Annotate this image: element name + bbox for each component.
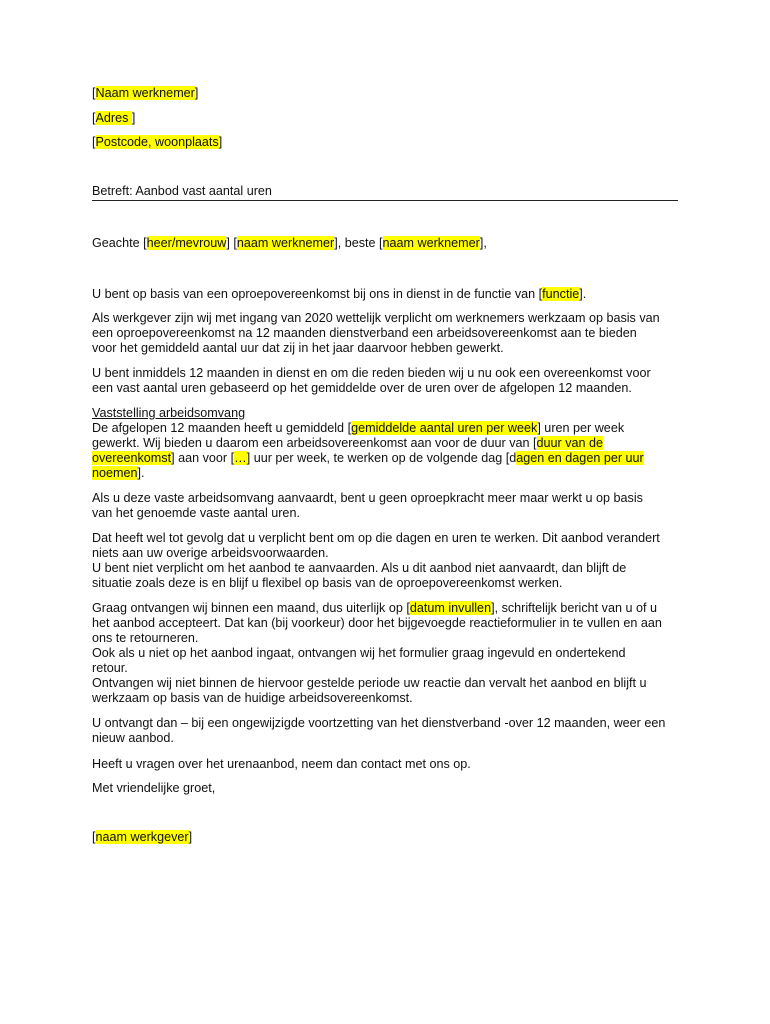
field-duur-overeenkomst-cont[interactable]: overeenkomst [92,451,172,465]
address-street: [Adres ] [92,111,136,125]
paragraph-response: Graag ontvangen wij binnen een maand, dus uiterlijk op [datum invullen], schriftelijk bericht van u of u het aanbod accepteert. Dat kan (bij voorkeur) door het bijgevoegde reactieformulier in te vullen en aan ons te retourneren. Ook als u niet op het aanbod ingaat, ontvangen wij het formulier graag ingevuld en ondertekend retour. Ontvangen wij niet binnen de hiervoor gestelde periode uw reactie dan vervalt het aanbod en blijft u werkzaam op basis van de huidige arbeidsovereenkomst. [92,601,662,705]
signature: [naam werkgever] [92,830,193,844]
field-postcode-woonplaats[interactable]: Postcode, woonplaats [95,135,219,149]
paragraph-vaststelling: Vaststelling arbeidsomvang De afgelopen 12 maanden heeft u gemiddeld [gemiddelde aantal uren per week] uren per week gewerkt. Wij bieden u daarom een arbeidsovereenkomst aan voor de duur van [duur van de overeenkomst] aan voor […] uur per week, te werken op de volgende dag [dagen en dagen per uur noemen]. [92,406,644,480]
field-naam-werknemer-3[interactable]: naam werknemer [382,236,480,250]
paragraph-function: U bent op basis van een oproepovereenkomst bij ons in dienst in de functie van [functie]. [92,287,587,301]
address-postal: [Postcode, woonplaats] [92,135,223,149]
field-naam-werknemer-2[interactable]: naam werknemer [236,236,335,250]
paragraph-consequences: Dat heeft wel tot gevolg dat u verplicht bent om op die dagen en uren te werken. Dit aanbod verandert niets aan uw overige arbeidsvoorwaarden. U bent niet verplicht om het aanbod te aanvaarden. Als u dit aanbod niet aanvaardt, dan blijft de situatie zoals deze is en blijf u flexibel op basis van de oproepovereenkomst werken. [92,531,660,590]
field-dagen[interactable]: agen en dagen per uur [516,451,644,465]
salutation: Geachte [heer/mevrouw] [naam werknemer], beste [naam werknemer], [92,236,487,250]
field-naam-werknemer[interactable]: Naam werknemer [95,86,195,100]
field-naam-werkgever[interactable]: naam werkgever [95,830,189,844]
field-datum[interactable]: datum invullen [409,601,492,615]
field-dagen-cont[interactable]: noemen [92,466,138,480]
field-duur-overeenkomst[interactable]: duur van de [536,436,604,450]
subject-line: Betreft: Aanbod vast aantal uren [92,184,678,201]
address-name: [Naam werknemer] [92,86,199,100]
field-heer-mevrouw[interactable]: heer/mevrouw [146,236,227,250]
closing: Met vriendelijke groet, [92,781,216,795]
paragraph-new-offer: U ontvangt dan – bij een ongewijzigde voortzetting van het dienstverband -over 12 maanden, weer een nieuw aanbod. [92,716,666,745]
field-functie[interactable]: functie [542,287,580,301]
paragraph-acceptance: Als u deze vaste arbeidsomvang aanvaardt, bent u geen oproepkracht meer maar werkt u op basis van het genoemde vaste aantal uren. [92,491,643,520]
field-uren[interactable]: … [234,451,247,465]
paragraph-offer-intro: U bent inmiddels 12 maanden in dienst en om die reden bieden wij u nu ook een overeenkomst voor een vast aantal uren gebaseerd op het gemiddelde over de uren over de afgelopen 12 maanden. [92,366,651,395]
section-heading: Vaststelling arbeidsomvang [92,406,246,420]
field-gemiddelde-uren[interactable]: gemiddelde aantal uren per week [351,421,538,435]
paragraph-legal-obligation: Als werkgever zijn wij met ingang van 2020 wettelijk verplicht om werknemers werkzaam op basis van een oproepovereenkomst na 12 maanden dienstverband een arbeidsovereenkomst aan te bieden voor het gemiddeld aantal uur dat zij in het jaar daarvoor hebben gewerkt. [92,311,660,355]
paragraph-questions: Heeft u vragen over het urenaanbod, neem dan contact met ons op. [92,757,471,771]
field-adres[interactable]: Adres [95,111,132,125]
